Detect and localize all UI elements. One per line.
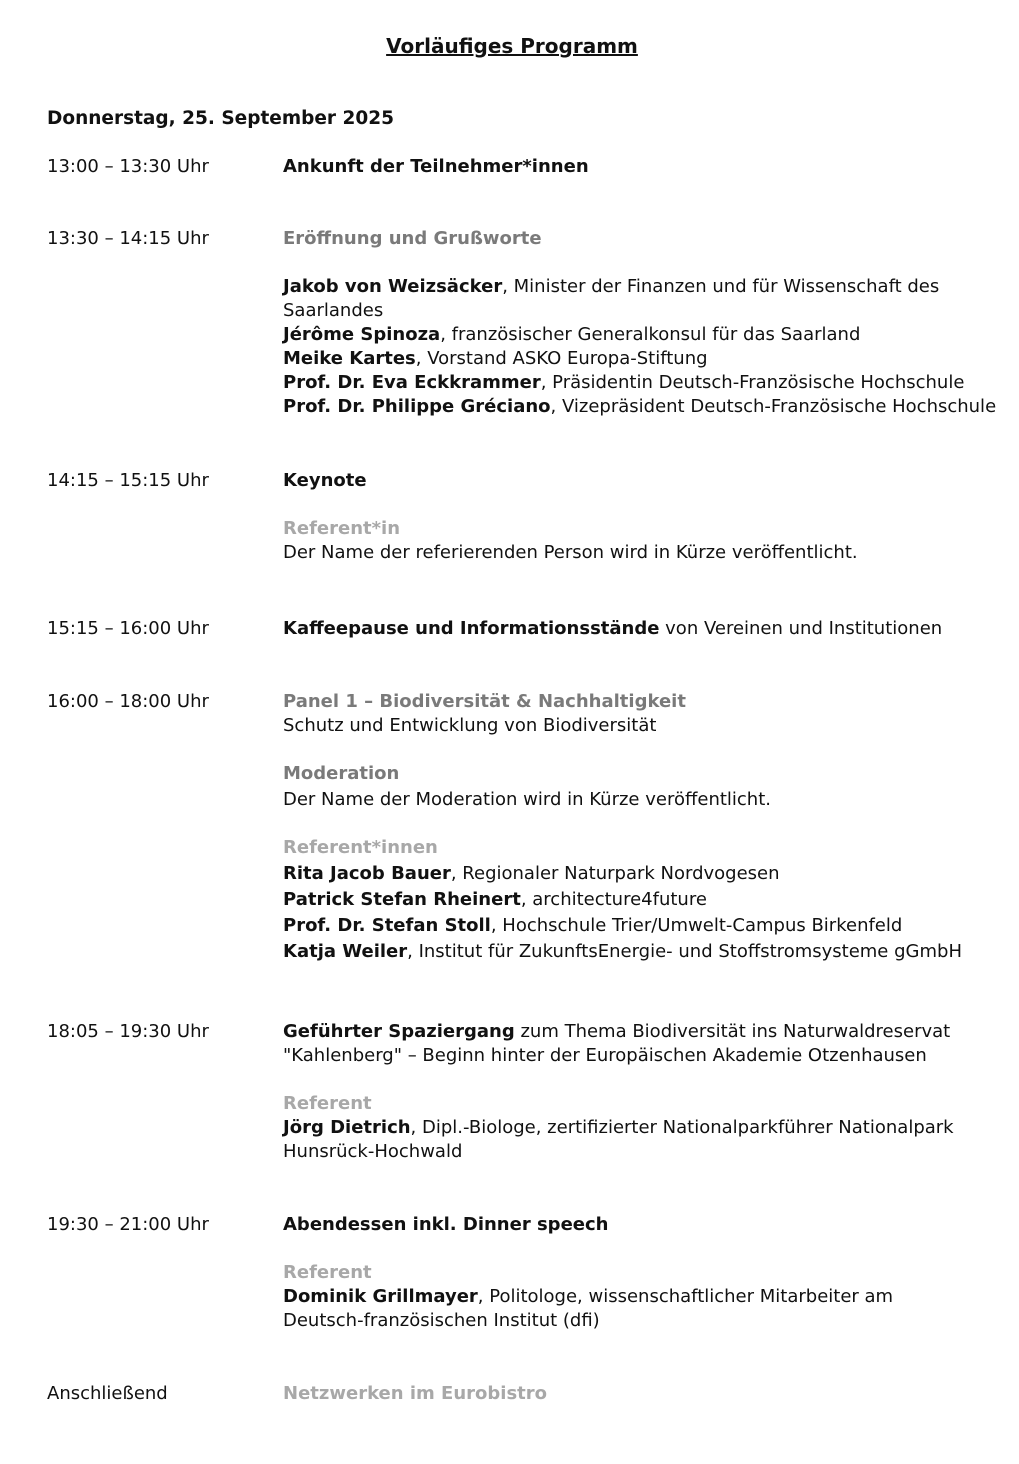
- session-block: [283, 227, 998, 419]
- speaker-name: Prof. Dr. Stefan Stoll: [283, 915, 491, 936]
- speaker-name: Jörg Dietrich: [283, 1117, 411, 1138]
- speaker-name: Dominik Grillmayer: [283, 1286, 478, 1307]
- session-block: [283, 617, 998, 641]
- session-heading: Panel 1 – Biodiversität & Nachhaltigkeit: [283, 691, 686, 712]
- speaker-role: , Vizepräsident Deutsch-Französische Hochschule: [550, 396, 997, 417]
- session-block: [283, 1213, 998, 1333]
- speaker-line: [283, 395, 998, 419]
- speaker-role: , architecture4future: [520, 889, 707, 910]
- session-heading: Geführter Spaziergang: [283, 1021, 515, 1042]
- session-time: 15:15 – 16:00 Uhr: [47, 618, 209, 639]
- session-block: [283, 469, 998, 565]
- session-subtitle: Schutz und Entwicklung von Biodiversität: [283, 715, 657, 736]
- speaker-line: [283, 275, 963, 323]
- session-heading-line: [283, 1020, 963, 1068]
- speaker-name: Prof. Dr. Eva Eckkrammer: [283, 372, 541, 393]
- session-time: 16:00 – 18:00 Uhr: [47, 691, 209, 712]
- day-heading: Donnerstag, 25. September 2025: [47, 108, 394, 129]
- session-block: [283, 1382, 998, 1406]
- speaker-name: Jakob von Weizsäcker: [283, 276, 503, 297]
- speaker-line: [283, 1285, 973, 1333]
- session-heading: Kaffeepause und Informationsstände: [283, 618, 660, 639]
- session-time: 19:30 – 21:00 Uhr: [47, 1214, 209, 1235]
- speaker-role: , Minister der Finanzen und für Wissenschaft des Saarlandes: [283, 276, 940, 321]
- speaker-name: Jérôme Spinoza: [283, 324, 441, 345]
- session-heading: Netzwerken im Eurobistro: [283, 1383, 548, 1404]
- session-time: Anschließend: [47, 1383, 168, 1404]
- session-time: 18:05 – 19:30 Uhr: [47, 1021, 209, 1042]
- session-block: [283, 1020, 998, 1164]
- speaker-role: , Politologe, wissenschaftlicher Mitarbeiter am Deutsch-französischen Institut (dfi): [283, 1286, 894, 1331]
- speaker-name: Rita Jacob Bauer: [283, 863, 451, 884]
- speaker-line: [283, 1116, 963, 1164]
- speakers-label: Referent*innen: [283, 837, 438, 858]
- session-block: [283, 155, 998, 179]
- speaker-name: Katja Weiler: [283, 941, 408, 962]
- moderation-note: Der Name der Moderation wird in Kürze veröffentlicht.: [283, 789, 771, 810]
- session-time: 13:30 – 14:15 Uhr: [47, 228, 209, 249]
- speaker-label: Referent*in: [283, 518, 401, 539]
- speaker-label: Referent: [283, 1093, 372, 1114]
- speaker-role: , Präsidentin Deutsch-Französische Hochschule: [540, 372, 965, 393]
- session-heading: Eröffnung und Grußworte: [283, 228, 542, 249]
- session-heading: Keynote: [283, 470, 367, 491]
- speaker-role: , Regionaler Naturpark Nordvogesen: [450, 863, 780, 884]
- speaker-role: , Institut für ZukunftsEnergie- und Stoffstromsysteme gGmbH: [407, 941, 962, 962]
- speaker-name: Prof. Dr. Philippe Gréciano: [283, 396, 551, 417]
- speaker-line: [283, 347, 998, 371]
- session-time: 13:00 – 13:30 Uhr: [47, 156, 209, 177]
- session-time: 14:15 – 15:15 Uhr: [47, 470, 209, 491]
- speaker-label: Referent: [283, 1262, 372, 1283]
- speaker-line: [283, 914, 998, 938]
- session-heading: Ankunft der Teilnehmer*innen: [283, 156, 589, 177]
- session-block: [283, 690, 998, 964]
- session-heading-rest: zum Thema Biodiversität ins Naturwaldreservat "Kahlenberg" – Beginn hinter der Europäischen Akademie Otzenhausen: [283, 1021, 951, 1066]
- speaker-role: , französischer Generalkonsul für das Saarland: [440, 324, 861, 345]
- speaker-line: [283, 940, 998, 964]
- speaker-note: Der Name der referierenden Person wird in Kürze veröffentlicht.: [283, 542, 858, 563]
- speaker-name: Meike Kartes: [283, 348, 416, 369]
- speaker-line: [283, 323, 998, 347]
- speaker-line: [283, 888, 998, 912]
- speaker-role: , Dipl.-Biologe, zertifizierter Nationalparkführer Nationalpark Hunsrück-Hochwald: [283, 1117, 954, 1162]
- session-heading-line: [283, 617, 998, 641]
- speaker-role: , Hochschule Trier/Umwelt-Campus Birkenfeld: [490, 915, 903, 936]
- session-heading: Abendessen inkl. Dinner speech: [283, 1214, 609, 1235]
- page-title: Vorläufiges Programm: [386, 34, 638, 58]
- speaker-name: Patrick Stefan Rheinert: [283, 889, 521, 910]
- session-heading-rest: von Vereinen und Institutionen: [659, 618, 943, 639]
- speaker-role: , Vorstand ASKO Europa-Stiftung: [415, 348, 708, 369]
- speaker-line: [283, 371, 998, 395]
- speaker-line: [283, 862, 998, 886]
- moderation-label: Moderation: [283, 763, 400, 784]
